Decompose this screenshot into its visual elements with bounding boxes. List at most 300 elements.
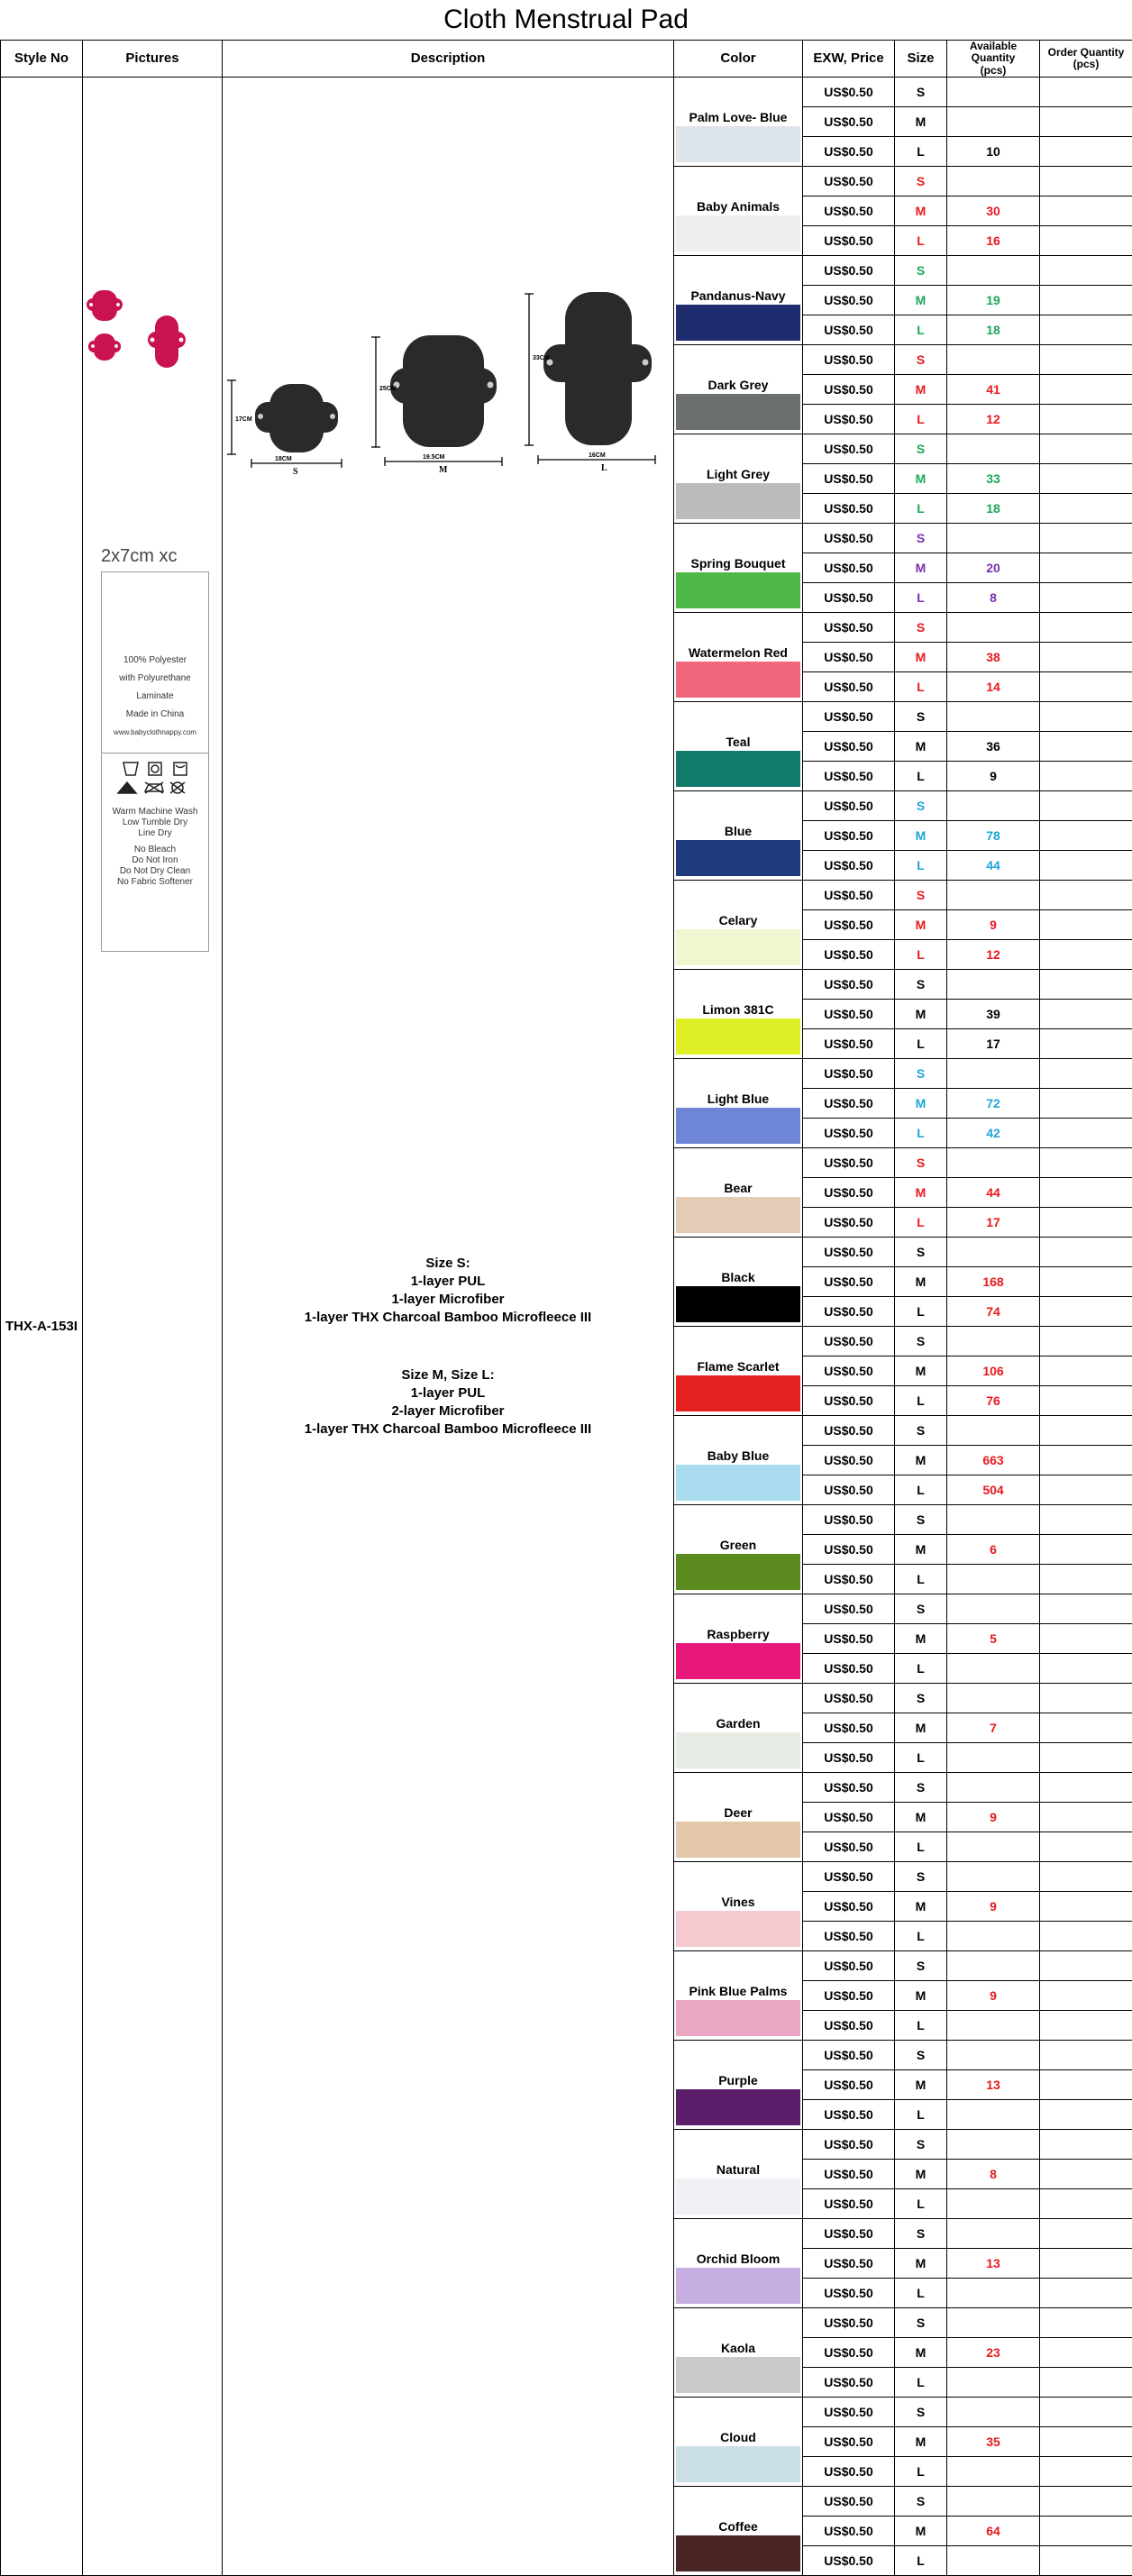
color-swatch bbox=[676, 394, 800, 430]
price-cell: US$0.50 bbox=[803, 256, 895, 286]
pad-label-l: L bbox=[601, 463, 607, 473]
order-qty-input-cell[interactable] bbox=[1040, 2338, 1132, 2368]
order-qty-input-cell[interactable] bbox=[1040, 1981, 1132, 2011]
color-cell bbox=[674, 167, 803, 256]
price-cell: US$0.50 bbox=[803, 494, 895, 524]
size-cell: S bbox=[895, 1148, 947, 1178]
order-qty-input-cell[interactable] bbox=[1040, 1654, 1132, 1684]
available-qty-cell bbox=[947, 2041, 1040, 2070]
color-name: Natural bbox=[716, 2162, 761, 2177]
available-qty-cell bbox=[947, 2279, 1040, 2308]
order-qty-input-cell[interactable] bbox=[1040, 1892, 1132, 1922]
available-qty-cell: 17 bbox=[947, 1208, 1040, 1238]
order-qty-input-cell[interactable] bbox=[1040, 256, 1132, 286]
desc-line: Size S: bbox=[425, 1256, 470, 1271]
size-cell: S bbox=[895, 2219, 947, 2249]
available-qty-cell bbox=[947, 2130, 1040, 2160]
order-qty-input-cell[interactable] bbox=[1040, 1000, 1132, 1029]
color-name: Coffee bbox=[718, 2519, 758, 2534]
available-qty-cell bbox=[947, 1922, 1040, 1951]
available-qty-cell bbox=[947, 702, 1040, 732]
order-qty-input-cell[interactable] bbox=[1040, 1148, 1132, 1178]
color-cell bbox=[674, 2398, 803, 2487]
order-qty-input-cell[interactable] bbox=[1040, 137, 1132, 167]
order-qty-input-cell[interactable] bbox=[1040, 315, 1132, 345]
size-cell: S bbox=[895, 1773, 947, 1803]
care-line: Do Not Dry Clean bbox=[119, 866, 191, 876]
size-cell: L bbox=[895, 2100, 947, 2130]
order-qty-input-cell[interactable] bbox=[1040, 107, 1132, 137]
order-qty-input-cell[interactable] bbox=[1040, 732, 1132, 762]
price-cell: US$0.50 bbox=[803, 672, 895, 702]
available-qty-cell: 504 bbox=[947, 1475, 1040, 1505]
color-swatch bbox=[676, 2089, 800, 2125]
size-cell: L bbox=[895, 1029, 947, 1059]
order-qty-input-cell[interactable] bbox=[1040, 1922, 1132, 1951]
available-qty-cell bbox=[947, 1862, 1040, 1892]
price-cell: US$0.50 bbox=[803, 2279, 895, 2308]
price-cell: US$0.50 bbox=[803, 1922, 895, 1951]
order-qty-input-cell[interactable] bbox=[1040, 1624, 1132, 1654]
price-cell: US$0.50 bbox=[803, 1208, 895, 1238]
order-qty-input-cell[interactable] bbox=[1040, 1446, 1132, 1475]
size-cell: L bbox=[895, 1565, 947, 1594]
color-swatch bbox=[676, 2268, 800, 2304]
order-qty-input-cell[interactable] bbox=[1040, 910, 1132, 940]
order-qty-input-cell[interactable] bbox=[1040, 1029, 1132, 1059]
order-qty-input-cell[interactable] bbox=[1040, 2130, 1132, 2160]
size-cell: M bbox=[895, 286, 947, 315]
size-cell: M bbox=[895, 2160, 947, 2189]
order-qty-input-cell[interactable] bbox=[1040, 405, 1132, 434]
pad-dimension-diagram bbox=[223, 285, 673, 555]
order-qty-input-cell[interactable] bbox=[1040, 2457, 1132, 2487]
size-cell: M bbox=[895, 1178, 947, 1208]
color-cell bbox=[674, 881, 803, 970]
available-qty-cell bbox=[947, 1416, 1040, 1446]
size-cell: S bbox=[895, 702, 947, 732]
size-cell: S bbox=[895, 791, 947, 821]
order-qty-input-cell[interactable] bbox=[1040, 2427, 1132, 2457]
color-swatch bbox=[676, 305, 800, 341]
label-line: Made in China bbox=[125, 709, 185, 719]
size-cell: L bbox=[895, 494, 947, 524]
color-name: Celary bbox=[718, 913, 758, 927]
color-swatch bbox=[676, 1108, 800, 1144]
size-cell: S bbox=[895, 1238, 947, 1267]
color-name: Pandanus-Navy bbox=[690, 288, 786, 303]
size-cell: L bbox=[895, 405, 947, 434]
available-qty-cell bbox=[947, 1238, 1040, 1267]
color-name: Baby Blue bbox=[707, 1448, 770, 1463]
price-cell: US$0.50 bbox=[803, 1743, 895, 1773]
available-qty-cell bbox=[947, 1654, 1040, 1684]
order-qty-input-cell[interactable] bbox=[1040, 434, 1132, 464]
price-cell: US$0.50 bbox=[803, 2427, 895, 2457]
size-cell: S bbox=[895, 970, 947, 1000]
price-cell: US$0.50 bbox=[803, 2517, 895, 2546]
size-cell: M bbox=[895, 553, 947, 583]
price-cell: US$0.50 bbox=[803, 345, 895, 375]
available-qty-cell: 17 bbox=[947, 1029, 1040, 1059]
available-qty-cell: 10 bbox=[947, 137, 1040, 167]
order-qty-input-cell[interactable] bbox=[1040, 643, 1132, 672]
care-line: Warm Machine Wash bbox=[112, 807, 198, 817]
price-cell: US$0.50 bbox=[803, 78, 895, 107]
price-cell: US$0.50 bbox=[803, 1684, 895, 1713]
size-cell: L bbox=[895, 315, 947, 345]
available-qty-cell: 8 bbox=[947, 583, 1040, 613]
order-qty-input-cell[interactable] bbox=[1040, 1238, 1132, 1267]
available-qty-cell bbox=[947, 1743, 1040, 1773]
size-cell: S bbox=[895, 167, 947, 196]
available-qty-cell bbox=[947, 1951, 1040, 1981]
available-qty-cell bbox=[947, 970, 1040, 1000]
price-cell: US$0.50 bbox=[803, 1446, 895, 1475]
order-qty-input-cell[interactable] bbox=[1040, 970, 1132, 1000]
available-qty-cell: 12 bbox=[947, 405, 1040, 434]
size-cell: L bbox=[895, 2189, 947, 2219]
size-cell: L bbox=[895, 1119, 947, 1148]
price-cell: US$0.50 bbox=[803, 1892, 895, 1922]
color-swatch bbox=[676, 2000, 800, 2036]
header-description: Description bbox=[223, 41, 674, 78]
price-cell: US$0.50 bbox=[803, 1267, 895, 1297]
available-qty-cell bbox=[947, 78, 1040, 107]
size-cell: M bbox=[895, 1357, 947, 1386]
label-size-text: 2x7cm xc bbox=[101, 546, 178, 566]
available-qty-cell bbox=[947, 2189, 1040, 2219]
available-qty-cell: 19 bbox=[947, 286, 1040, 315]
order-qty-input-cell[interactable] bbox=[1040, 1832, 1132, 1862]
price-cell: US$0.50 bbox=[803, 1297, 895, 1327]
header-order-unit: (pcs) bbox=[1073, 58, 1100, 70]
size-cell: S bbox=[895, 2398, 947, 2427]
size-cell: S bbox=[895, 1594, 947, 1624]
color-swatch bbox=[676, 2179, 800, 2215]
available-qty-cell: 42 bbox=[947, 1119, 1040, 1148]
size-cell: M bbox=[895, 2427, 947, 2457]
color-swatch bbox=[676, 840, 800, 876]
header-row bbox=[1, 41, 1132, 78]
price-cell: US$0.50 bbox=[803, 464, 895, 494]
order-qty-input-cell[interactable] bbox=[1040, 2398, 1132, 2427]
price-cell: US$0.50 bbox=[803, 2249, 895, 2279]
available-qty-cell bbox=[947, 1684, 1040, 1713]
order-qty-input-cell[interactable] bbox=[1040, 1951, 1132, 1981]
color-cell bbox=[674, 1059, 803, 1148]
table-row bbox=[1, 78, 1132, 107]
color-swatch bbox=[676, 1822, 800, 1858]
price-cell: US$0.50 bbox=[803, 643, 895, 672]
order-qty-input-cell[interactable] bbox=[1040, 2308, 1132, 2338]
size-cell: M bbox=[895, 1713, 947, 1743]
color-cell bbox=[674, 2487, 803, 2576]
order-qty-input-cell[interactable] bbox=[1040, 2219, 1132, 2249]
available-qty-cell: 9 bbox=[947, 1892, 1040, 1922]
available-qty-cell: 168 bbox=[947, 1267, 1040, 1297]
price-cell: US$0.50 bbox=[803, 1951, 895, 1981]
material-description bbox=[223, 1255, 673, 1478]
order-qty-input-cell[interactable] bbox=[1040, 1803, 1132, 1832]
available-qty-cell: 44 bbox=[947, 1178, 1040, 1208]
order-qty-input-cell[interactable] bbox=[1040, 1267, 1132, 1297]
size-s-materials bbox=[223, 1255, 673, 1327]
order-qty-input-cell[interactable] bbox=[1040, 2160, 1132, 2189]
color-cell bbox=[674, 702, 803, 791]
color-swatch bbox=[676, 1732, 800, 1768]
order-qty-input-cell[interactable] bbox=[1040, 494, 1132, 524]
available-qty-cell bbox=[947, 2219, 1040, 2249]
order-qty-input-cell[interactable] bbox=[1040, 1713, 1132, 1743]
desc-line: 2-layer Microfiber bbox=[391, 1403, 505, 1419]
price-cell: US$0.50 bbox=[803, 2130, 895, 2160]
color-swatch bbox=[676, 1643, 800, 1679]
order-qty-input-cell[interactable] bbox=[1040, 2517, 1132, 2546]
available-qty-cell: 64 bbox=[947, 2517, 1040, 2546]
care-label bbox=[101, 571, 209, 952]
size-cell: M bbox=[895, 107, 947, 137]
available-qty-cell bbox=[947, 107, 1040, 137]
available-qty-cell bbox=[947, 2011, 1040, 2041]
price-cell: US$0.50 bbox=[803, 910, 895, 940]
order-qty-input-cell[interactable] bbox=[1040, 791, 1132, 821]
header-price: EXW, Price bbox=[803, 41, 895, 78]
order-qty-input-cell[interactable] bbox=[1040, 702, 1132, 732]
order-qty-input-cell[interactable] bbox=[1040, 196, 1132, 226]
color-name: Bear bbox=[724, 1181, 753, 1195]
available-qty-cell bbox=[947, 434, 1040, 464]
size-cell: S bbox=[895, 881, 947, 910]
order-qty-input-cell[interactable] bbox=[1040, 464, 1132, 494]
order-qty-input-cell[interactable] bbox=[1040, 940, 1132, 970]
color-swatch bbox=[676, 483, 800, 519]
order-qty-input-cell[interactable] bbox=[1040, 2070, 1132, 2100]
size-cell: M bbox=[895, 643, 947, 672]
order-qty-input-cell[interactable] bbox=[1040, 1386, 1132, 1416]
price-cell: US$0.50 bbox=[803, 1089, 895, 1119]
color-name: Raspberry bbox=[707, 1627, 770, 1641]
color-cell bbox=[674, 1505, 803, 1594]
size-cell: L bbox=[895, 2279, 947, 2308]
size-cell: L bbox=[895, 1922, 947, 1951]
order-qty-input-cell[interactable] bbox=[1040, 553, 1132, 583]
order-qty-input-cell[interactable] bbox=[1040, 1684, 1132, 1713]
color-name: Kaola bbox=[720, 2341, 756, 2355]
order-qty-input-cell[interactable] bbox=[1040, 583, 1132, 613]
size-cell: S bbox=[895, 1862, 947, 1892]
price-cell: US$0.50 bbox=[803, 613, 895, 643]
order-qty-input-cell[interactable] bbox=[1040, 286, 1132, 315]
price-cell: US$0.50 bbox=[803, 2308, 895, 2338]
available-qty-cell: 38 bbox=[947, 643, 1040, 672]
size-cell: S bbox=[895, 1505, 947, 1535]
price-cell: US$0.50 bbox=[803, 2041, 895, 2070]
style-no-cell: THX-A-153I bbox=[1, 78, 83, 2576]
order-qty-input-cell[interactable] bbox=[1040, 851, 1132, 881]
order-qty-input-cell[interactable] bbox=[1040, 1089, 1132, 1119]
pad-label-s: S bbox=[293, 467, 298, 477]
available-qty-cell: 74 bbox=[947, 1297, 1040, 1327]
size-cell: M bbox=[895, 1892, 947, 1922]
order-qty-input-cell[interactable] bbox=[1040, 226, 1132, 256]
header-pictures: Pictures bbox=[83, 41, 223, 78]
color-swatch bbox=[676, 215, 800, 251]
price-cell: US$0.50 bbox=[803, 1624, 895, 1654]
price-cell: US$0.50 bbox=[803, 196, 895, 226]
pad-height-m: 25CM bbox=[379, 386, 397, 392]
header-color: Color bbox=[674, 41, 803, 78]
order-qty-input-cell[interactable] bbox=[1040, 2487, 1132, 2517]
order-qty-input-cell[interactable] bbox=[1040, 1208, 1132, 1238]
available-qty-cell: 16 bbox=[947, 226, 1040, 256]
order-qty-input-cell[interactable] bbox=[1040, 2279, 1132, 2308]
order-qty-input-cell[interactable] bbox=[1040, 1505, 1132, 1535]
desc-line: 1-layer THX Charcoal Bamboo Microfleece III bbox=[304, 1310, 592, 1325]
color-name: Light Grey bbox=[706, 467, 770, 481]
order-qty-input-cell[interactable] bbox=[1040, 2041, 1132, 2070]
available-qty-cell: 39 bbox=[947, 1000, 1040, 1029]
available-qty-cell bbox=[947, 2487, 1040, 2517]
header-available-unit: (pcs) bbox=[980, 63, 1007, 77]
price-cell: US$0.50 bbox=[803, 553, 895, 583]
price-cell: US$0.50 bbox=[803, 2219, 895, 2249]
care-symbols-icon bbox=[105, 759, 205, 804]
desc-line: 1-layer THX Charcoal Bamboo Microfleece III bbox=[304, 1421, 592, 1437]
desc-line: 1-layer PUL bbox=[410, 1385, 486, 1401]
price-cell: US$0.50 bbox=[803, 1475, 895, 1505]
available-qty-cell bbox=[947, 1148, 1040, 1178]
order-qty-input-cell[interactable] bbox=[1040, 2249, 1132, 2279]
order-qty-input-cell[interactable] bbox=[1040, 2368, 1132, 2398]
price-cell: US$0.50 bbox=[803, 1594, 895, 1624]
color-name: Light Blue bbox=[707, 1092, 770, 1106]
header-order-label: Order Quantity bbox=[1047, 45, 1125, 59]
order-qty-input-cell[interactable] bbox=[1040, 345, 1132, 375]
order-qty-input-cell[interactable] bbox=[1040, 2011, 1132, 2041]
price-cell: US$0.50 bbox=[803, 137, 895, 167]
pad-width-l: 16CM bbox=[589, 452, 606, 459]
price-cell: US$0.50 bbox=[803, 1416, 895, 1446]
available-qty-cell: 30 bbox=[947, 196, 1040, 226]
price-cell: US$0.50 bbox=[803, 1327, 895, 1357]
order-qty-input-cell[interactable] bbox=[1040, 881, 1132, 910]
size-cell: L bbox=[895, 762, 947, 791]
price-cell: US$0.50 bbox=[803, 2546, 895, 2576]
color-cell bbox=[674, 1238, 803, 1327]
available-qty-cell bbox=[947, 2546, 1040, 2576]
price-cell: US$0.50 bbox=[803, 1713, 895, 1743]
order-qty-input-cell[interactable] bbox=[1040, 1357, 1132, 1386]
color-cell bbox=[674, 1684, 803, 1773]
order-qty-input-cell[interactable] bbox=[1040, 1119, 1132, 1148]
order-qty-input-cell[interactable] bbox=[1040, 613, 1132, 643]
desc-line: Size M, Size L: bbox=[401, 1367, 495, 1383]
size-cell: M bbox=[895, 1803, 947, 1832]
available-qty-cell bbox=[947, 1059, 1040, 1089]
color-cell bbox=[674, 78, 803, 167]
order-qty-input-cell[interactable] bbox=[1040, 1327, 1132, 1357]
color-name: Limon 381C bbox=[702, 1002, 774, 1017]
size-cell: L bbox=[895, 1208, 947, 1238]
order-qty-input-cell[interactable] bbox=[1040, 2546, 1132, 2576]
order-qty-input-cell[interactable] bbox=[1040, 821, 1132, 851]
order-qty-input-cell[interactable] bbox=[1040, 167, 1132, 196]
available-qty-cell: 12 bbox=[947, 940, 1040, 970]
order-qty-input-cell[interactable] bbox=[1040, 375, 1132, 405]
care-line: No Fabric Softener bbox=[117, 877, 193, 887]
available-qty-cell: 8 bbox=[947, 2160, 1040, 2189]
order-qty-input-cell[interactable] bbox=[1040, 1773, 1132, 1803]
order-qty-input-cell[interactable] bbox=[1040, 1862, 1132, 1892]
available-qty-cell: 36 bbox=[947, 732, 1040, 762]
size-cell: M bbox=[895, 1000, 947, 1029]
size-cell: L bbox=[895, 1654, 947, 1684]
price-cell: US$0.50 bbox=[803, 2011, 895, 2041]
order-qty-input-cell[interactable] bbox=[1040, 2100, 1132, 2130]
order-qty-input-cell[interactable] bbox=[1040, 1743, 1132, 1773]
size-cell: L bbox=[895, 2457, 947, 2487]
size-cell: M bbox=[895, 1089, 947, 1119]
size-cell: M bbox=[895, 1981, 947, 2011]
available-qty-cell bbox=[947, 1832, 1040, 1862]
care-line: No Bleach bbox=[133, 845, 177, 854]
price-cell: US$0.50 bbox=[803, 1803, 895, 1832]
pad-product-photo bbox=[85, 285, 220, 393]
available-qty-cell: 44 bbox=[947, 851, 1040, 881]
order-qty-input-cell[interactable] bbox=[1040, 1475, 1132, 1505]
available-qty-cell: 9 bbox=[947, 762, 1040, 791]
order-qty-input-cell[interactable] bbox=[1040, 2189, 1132, 2219]
price-cell: US$0.50 bbox=[803, 2457, 895, 2487]
price-cell: US$0.50 bbox=[803, 791, 895, 821]
order-qty-input-cell[interactable] bbox=[1040, 1297, 1132, 1327]
color-cell bbox=[674, 345, 803, 434]
available-qty-cell bbox=[947, 2368, 1040, 2398]
order-qty-input-cell[interactable] bbox=[1040, 672, 1132, 702]
order-qty-input-cell[interactable] bbox=[1040, 524, 1132, 553]
price-cell: US$0.50 bbox=[803, 434, 895, 464]
price-cell: US$0.50 bbox=[803, 762, 895, 791]
size-cell: M bbox=[895, 375, 947, 405]
color-name: Dark Grey bbox=[708, 378, 769, 392]
color-name: Garden bbox=[716, 1716, 761, 1731]
price-cell: US$0.50 bbox=[803, 2487, 895, 2517]
size-cell: L bbox=[895, 583, 947, 613]
order-qty-input-cell[interactable] bbox=[1040, 1416, 1132, 1446]
order-qty-input-cell[interactable] bbox=[1040, 1178, 1132, 1208]
price-cell: US$0.50 bbox=[803, 881, 895, 910]
available-qty-cell: 72 bbox=[947, 1089, 1040, 1119]
color-name: Palm Love- Blue bbox=[689, 110, 788, 124]
color-swatch bbox=[676, 1286, 800, 1322]
size-cell: L bbox=[895, 672, 947, 702]
color-cell bbox=[674, 524, 803, 613]
order-qty-input-cell[interactable] bbox=[1040, 762, 1132, 791]
order-qty-input-cell[interactable] bbox=[1040, 1594, 1132, 1624]
available-qty-cell bbox=[947, 881, 1040, 910]
size-cell: S bbox=[895, 1951, 947, 1981]
price-cell: US$0.50 bbox=[803, 583, 895, 613]
order-qty-input-cell[interactable] bbox=[1040, 1535, 1132, 1565]
order-qty-input-cell[interactable] bbox=[1040, 1565, 1132, 1594]
color-swatch bbox=[676, 751, 800, 787]
price-cell: US$0.50 bbox=[803, 1505, 895, 1535]
price-cell: US$0.50 bbox=[803, 1148, 895, 1178]
order-qty-input-cell[interactable] bbox=[1040, 78, 1132, 107]
order-qty-input-cell[interactable] bbox=[1040, 1059, 1132, 1089]
size-ml-materials bbox=[223, 1366, 673, 1439]
